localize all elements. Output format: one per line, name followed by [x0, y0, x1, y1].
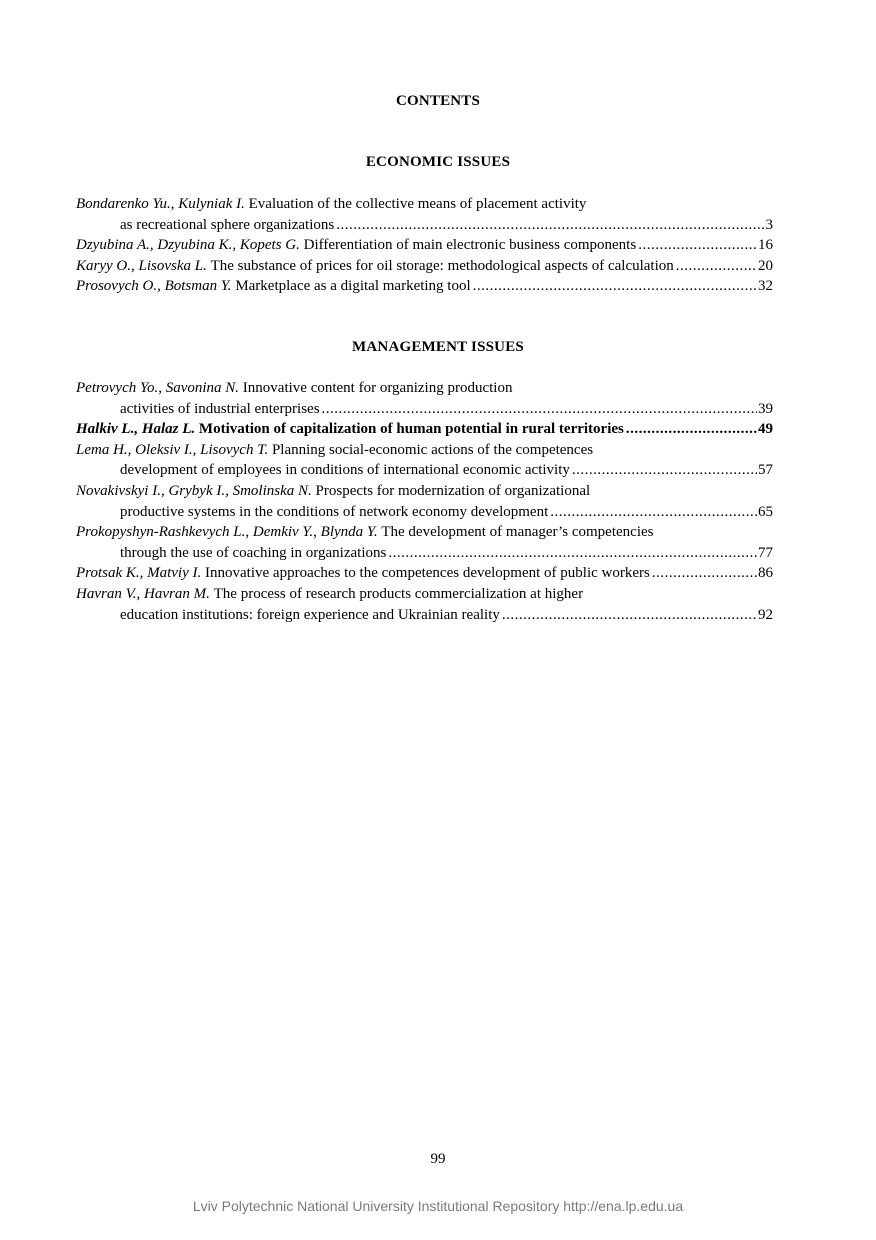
entry-authors: Lema H., Oleksiv I., Lisovych T.	[76, 441, 269, 458]
toc-entry[interactable]	[76, 440, 773, 481]
toc-entry[interactable]	[76, 235, 773, 256]
entry-authors: Protsak K., Matviy I.	[76, 565, 202, 582]
entry-authors: Karyy O., Lisovska L.	[76, 257, 207, 274]
entry-page-number: 65	[758, 503, 773, 520]
section-heading-economic: ECONOMIC ISSUES	[365, 154, 511, 170]
toc-entry[interactable]	[76, 378, 773, 419]
toc-economic	[76, 194, 773, 297]
entry-page-number: 92	[758, 606, 773, 623]
entry-page-number: 57	[758, 462, 773, 479]
entry-page-number: 16	[758, 237, 773, 254]
entry-title: The development of manager’s competencies	[381, 524, 654, 541]
entry-title: Prospects for modernization of organizational	[315, 482, 591, 499]
dot-leader	[626, 419, 757, 440]
section-heading-management: MANAGEMENT ISSUES	[352, 339, 524, 355]
entry-title-continued: as recreational sphere organizations	[120, 216, 335, 233]
toc-entry[interactable]	[76, 481, 773, 522]
contents-title: CONTENTS	[395, 93, 481, 109]
toc-entry[interactable]	[76, 276, 773, 297]
toc-entry[interactable]	[76, 194, 773, 235]
entry-authors: Dzyubina A., Dzyubina K., Kopets G.	[76, 237, 300, 254]
dot-leader	[502, 605, 757, 626]
dot-leader	[336, 215, 764, 236]
dot-leader	[638, 235, 757, 256]
dot-leader	[388, 543, 757, 564]
toc-management	[76, 378, 773, 625]
entry-title-continued: development of employees in conditions of international economic activity	[120, 462, 570, 479]
entry-authors: Petrovych Yo., Savonina N.	[76, 380, 240, 396]
entry-page-number: 86	[758, 565, 773, 582]
dot-leader	[473, 276, 757, 297]
entry-authors: Bondarenko Yu., Kulyniak I.	[76, 196, 245, 212]
entry-authors: Novakivskyi I., Grybyk I., Smolinska N.	[76, 482, 312, 499]
entry-page-number: 32	[758, 278, 773, 295]
entry-title: Motivation of capitalization of human potential in rural territories	[198, 421, 624, 438]
entry-title: The process of research products commercialization at higher	[213, 585, 584, 602]
entry-page-number: 77	[758, 544, 773, 561]
toc-entry[interactable]	[76, 256, 773, 277]
entry-title: Planning social-economic actions of the competences	[271, 441, 594, 458]
entry-page-number: 39	[758, 400, 773, 417]
entry-title: Evaluation of the collective means of placement activity	[248, 196, 587, 212]
entry-title: Differentiation of main electronic business components	[303, 237, 637, 254]
entry-title-continued: through the use of coaching in organizations	[120, 544, 387, 561]
entry-title: The substance of prices for oil storage: methodological aspects of calculation	[210, 257, 674, 274]
repository-footer: Lviv Polytechnic National University Institutional Repository http://ena.lp.edu.ua	[192, 1198, 684, 1214]
toc-entry[interactable]	[76, 563, 773, 584]
entry-title-continued: activities of industrial enterprises	[120, 400, 320, 417]
toc-entry[interactable]	[76, 522, 773, 563]
entry-title: Marketplace as a digital marketing tool	[235, 278, 471, 295]
entry-authors: Havran V., Havran M.	[76, 585, 210, 602]
dot-leader	[550, 502, 757, 523]
entry-title-continued: productive systems in the conditions of network economy development	[120, 503, 549, 520]
dot-leader	[572, 460, 757, 481]
entry-authors: Prokopyshyn-Rashkevych L., Demkiv Y., Blynda Y.	[76, 524, 378, 541]
entry-page-number: 3	[765, 216, 773, 233]
dot-leader	[322, 399, 757, 420]
entry-title: Innovative approaches to the competences development of public workers	[205, 565, 650, 582]
entry-page-number: 49	[758, 421, 773, 438]
entry-title: Innovative content for organizing production	[242, 380, 513, 396]
toc-entry-highlighted[interactable]	[76, 419, 773, 440]
dot-leader	[676, 256, 757, 277]
entry-authors: Prosovych O., Botsman Y.	[76, 278, 232, 295]
entry-authors: Halkiv L., Halaz L.	[76, 421, 196, 438]
toc-entry[interactable]	[76, 584, 773, 625]
entry-page-number: 20	[758, 257, 773, 274]
dot-leader	[652, 563, 757, 584]
page-number: 99	[430, 1151, 446, 1167]
entry-title-continued: education institutions: foreign experience and Ukrainian reality	[120, 606, 500, 623]
